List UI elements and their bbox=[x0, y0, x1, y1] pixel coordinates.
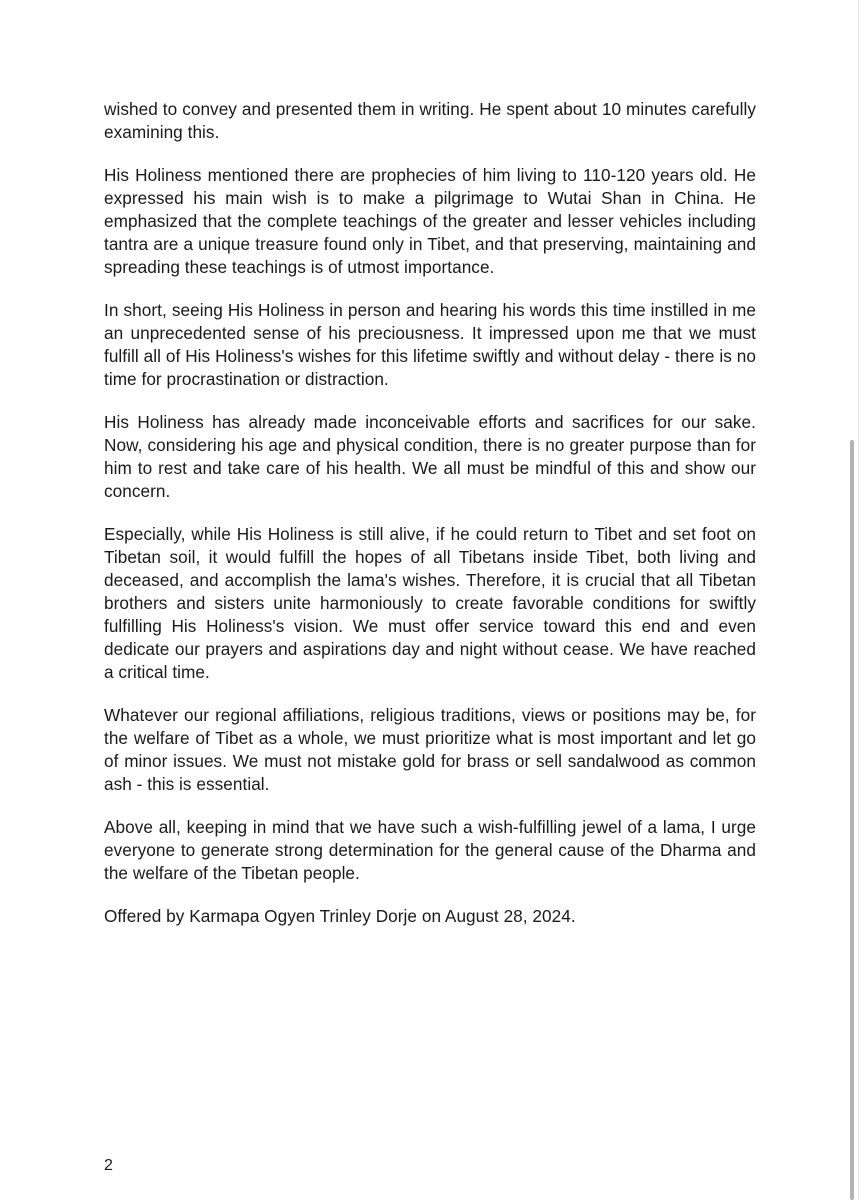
paragraph: In short, seeing His Holiness in person and hearing his words this time instilled in me an unprecedented sense of his preciousness. It impressed upon me that we must fulfill all of His Holiness's wishes for this lifetime swiftly and without delay - there is no time for procrastination or distraction. bbox=[104, 300, 756, 389]
scrollbar-thumb[interactable] bbox=[850, 440, 854, 1200]
signature-line: Offered by Karmapa Ogyen Trinley Dorje on August 28, 2024. bbox=[104, 906, 576, 926]
document-body bbox=[104, 98, 756, 948]
paragraph: His Holiness has already made inconceivable efforts and sacrifices for our sake. Now, considering his age and physical condition, there is no greater purpose than for him to rest and take care of his health. We all must be mindful of this and show our concern. bbox=[104, 412, 756, 501]
page-number: 2 bbox=[104, 1157, 113, 1174]
paragraph: wished to convey and presented them in writing. He spent about 10 minutes carefully examining this. bbox=[104, 99, 756, 142]
paragraph: His Holiness mentioned there are prophecies of him living to 110-120 years old. He expressed his main wish is to make a pilgrimage to Wutai Shan in China. He emphasized that the complete teachings of the greater and lesser vehicles including tantra are a unique treasure found only in Tibet, and that preserving, maintaining and spreading these teachings is of utmost importance. bbox=[104, 165, 756, 277]
paragraph: Especially, while His Holiness is still alive, if he could return to Tibet and set foot on Tibetan soil, it would fulfill the hopes of all Tibetans inside Tibet, both living and deceased, and accomplish the lama's wishes. Therefore, it is crucial that all Tibetan brothers and sisters unite harmoniously to create favorable conditions for swiftly fulfilling His Holiness's vision. We must offer service toward this end and even dedicate our prayers and aspirations day and night without cease. We have reached a critical time. bbox=[104, 524, 756, 682]
paragraph: Above all, keeping in mind that we have such a wish-fulfilling jewel of a lama, I urge everyone to generate strong determination for the general cause of the Dharma and the welfare of the Tibetan people. bbox=[104, 817, 756, 883]
paragraph: Whatever our regional affiliations, religious traditions, views or positions may be, for the welfare of Tibet as a whole, we must prioritize what is most important and let go of minor issues. We must not mistake gold for brass or sell sandalwood as common ash - this is essential. bbox=[104, 705, 756, 794]
vertical-scrollbar[interactable] bbox=[850, 440, 856, 1200]
